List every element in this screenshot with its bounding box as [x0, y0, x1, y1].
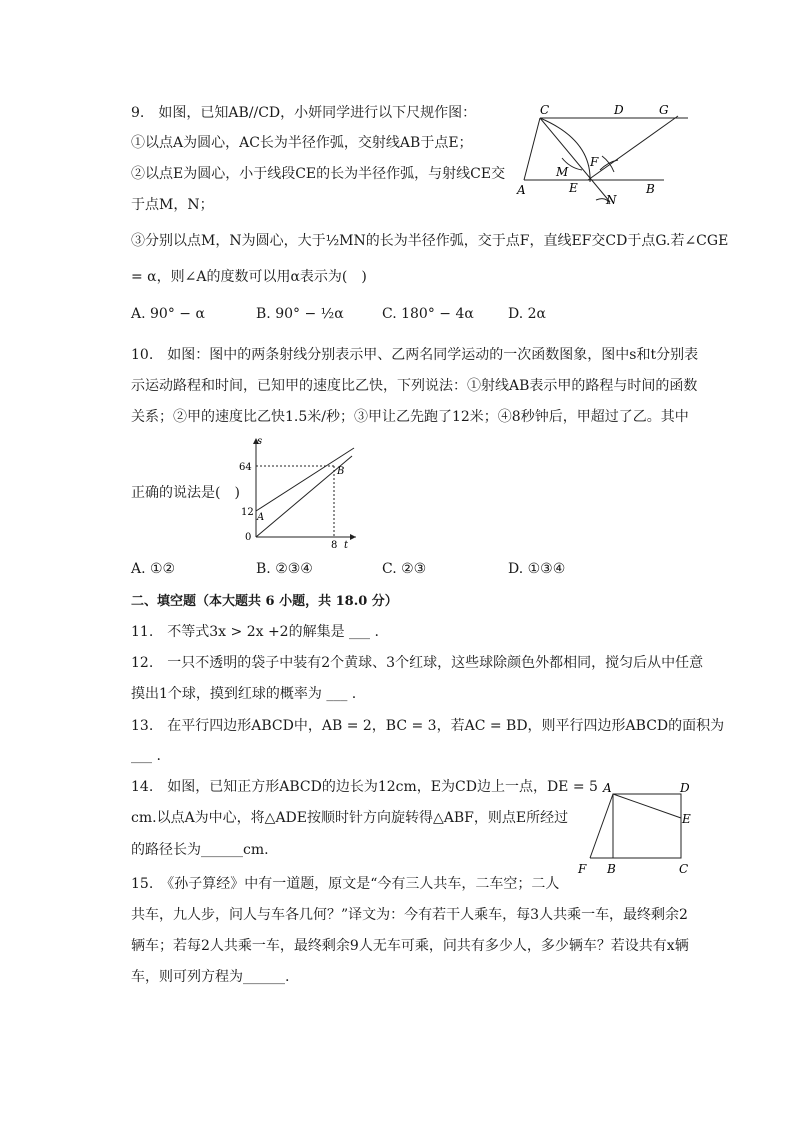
q9-fig-label-n: N	[606, 193, 617, 207]
q14-fig-label-a: A	[603, 781, 612, 795]
q9-option-b[interactable]: B. 90° − ½α	[256, 306, 344, 322]
q9-line-4: 于点M，N；	[131, 197, 214, 213]
q12-line-2: 摸出1个球，摸到红球的概率为 ___ .	[131, 686, 357, 702]
q10-axis-s: s	[257, 436, 263, 447]
q10-point-a: A	[257, 512, 265, 523]
q10-option-c[interactable]: C. ②③	[382, 561, 427, 577]
q9-fig-label-a: A	[517, 183, 526, 197]
q10-line-1: 10. 如图：图中的两条射线分别表示甲、乙两名同学运动的一次函数图象，图中s和t分别表	[131, 347, 699, 363]
q9-option-c[interactable]: C. 180° − 4α	[382, 306, 474, 322]
q15-line-1: 15. 《孙子算经》中有一道题，原文是“今有三人共车，二车空；二人	[131, 876, 560, 892]
q9-option-d[interactable]: D. 2α	[508, 306, 546, 322]
q14-fig-label-e: E	[682, 812, 691, 826]
q9-fig-label-d: D	[614, 103, 624, 117]
q10-option-d[interactable]: D. ①③④	[508, 561, 566, 577]
q9-fig-label-g: G	[659, 103, 669, 117]
q9-line-2: ①以点A为圆心，AC长为半径作弧，交射线AB于点E；	[131, 135, 473, 151]
q9-fig-label-e: E	[569, 181, 578, 195]
q9-fig-label-c: C	[540, 103, 550, 117]
q9-line-1: 9. 如图，已知AB//CD，小妍同学进行以下尺规作图：	[131, 105, 477, 121]
q10-line-2: 示运动路程和时间，已知甲的速度比乙快，下列说法：①射线AB表示甲的路程与时间的函数	[131, 378, 698, 394]
q14-square-figure	[575, 778, 699, 878]
q9-option-a[interactable]: A. 90° − α	[131, 306, 205, 322]
q9-geometry-figure	[510, 100, 700, 215]
q15-line-3: 辆车；若每2人共乘一车，最终剩余9人无车可乘，问共有多少人，多少辆车？若设共有x辆	[131, 938, 689, 954]
section-2-heading: 二、填空题（本大题共 6 小题，共 18.0 分）	[131, 594, 398, 609]
q9-line-3: ②以点E为圆心，小于线段CE的长为半径作弧，与射线CE交	[131, 166, 506, 182]
q14-line-2: cm.以点A为中心，将△ADE按顺时针方向旋转得△ABF，则点E所经过	[131, 810, 569, 826]
q10-line-3: 关系；②甲的速度比乙快1.5米/秒；③甲让乙先跑了12米；④8秒钟后，甲超过了乙。其中	[131, 409, 689, 425]
q14-line-3: 的路径长为______cm.	[131, 842, 269, 858]
q9-line-5: ③分别以点M，N为圆心，大于½MN的长为半径作弧，交于点F，直线EF交CD于点G.若∠CGE	[131, 233, 729, 249]
q15-line-2: 共车，九人步，问人与车各几何？”译文为：今有若干人乘车，每3人共乘一车，最终剩余2	[131, 907, 688, 923]
q14-fig-label-c: C	[679, 862, 689, 876]
q14-fig-label-d: D	[680, 781, 690, 795]
q11-text: 11. 不等式3x > 2x +2的解集是 ___ .	[131, 624, 379, 640]
q10-point-b: B	[337, 466, 345, 477]
q13-line-2: ___ .	[131, 748, 161, 764]
q10-tick-64: 64	[239, 462, 252, 473]
q10-axis-t: t	[344, 540, 349, 551]
q10-tick-12: 12	[241, 507, 254, 518]
q14-fig-label-f: F	[578, 862, 587, 876]
q14-line-1: 14. 如图，已知正方形ABCD的边长为12cm，E为CD边上一点，DE = 5	[131, 779, 598, 795]
q14-fig-label-b: B	[607, 862, 616, 876]
q10-graph	[236, 434, 360, 554]
q10-option-b[interactable]: B. ②③④	[256, 561, 313, 577]
q9-line-6: = α，则∠A的度数可以用α表示为( )	[131, 269, 367, 285]
q10-origin: 0	[245, 532, 252, 543]
q15-line-4: 车，则可列方程为______.	[131, 969, 290, 985]
q10-tick-8: 8	[331, 540, 338, 551]
q10-line-4: 正确的说法是( )	[131, 485, 240, 501]
q12-line-1: 12. 一只不透明的袋子中装有2个黄球、3个红球，这些球除颜色外都相同，搅匀后从中任意	[131, 655, 704, 671]
q9-fig-label-f: F	[590, 155, 599, 169]
q9-fig-label-b: B	[646, 182, 655, 196]
q10-option-a[interactable]: A. ①②	[131, 561, 176, 577]
q13-line-1: 13. 在平行四边形ABCD中，AB = 2，BC = 3，若AC = BD，则平行四边形ABCD的面积为	[131, 718, 725, 734]
q9-fig-label-m: M	[556, 165, 569, 179]
